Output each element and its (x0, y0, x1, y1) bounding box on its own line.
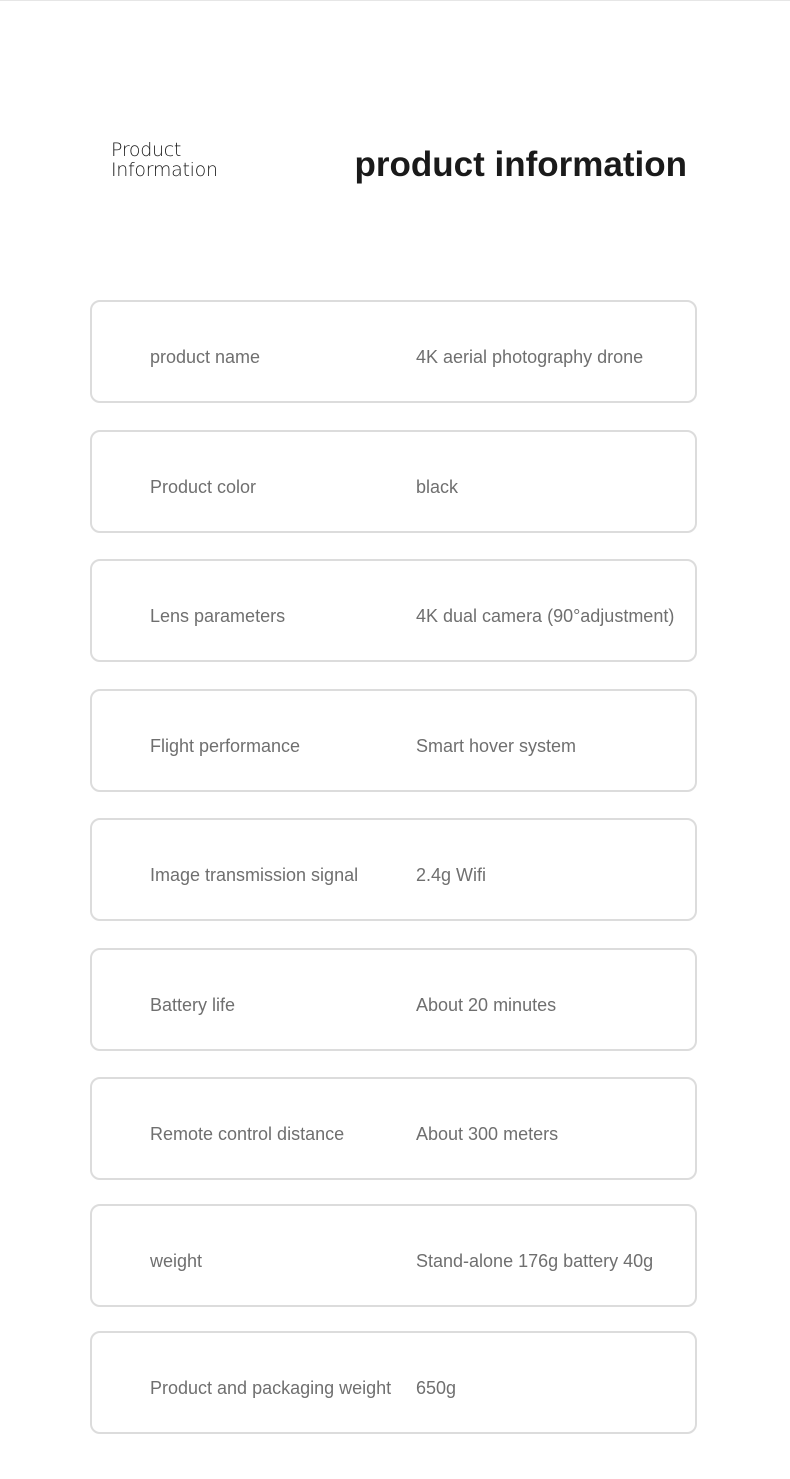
spec-value: About 300 meters (416, 1124, 559, 1144)
spec-row-packaging-weight (90, 1331, 697, 1434)
spec-row-lens-parameters (90, 559, 697, 662)
spec-label: Lens parameters (150, 606, 286, 626)
spec-label: Flight performance (150, 736, 301, 756)
spec-value: 650g (416, 1378, 457, 1398)
top-divider (0, 0, 790, 1)
spec-label: Product and packaging weight (150, 1378, 392, 1398)
spec-label: weight (150, 1251, 203, 1271)
spec-row-image-transmission (90, 818, 697, 921)
spec-row-product-name (90, 300, 697, 403)
spec-label: Battery life (150, 995, 236, 1015)
spec-value: Stand-alone 176g battery 40g (416, 1251, 654, 1271)
spec-value: Smart hover system (416, 736, 577, 756)
spec-label: Remote control distance (150, 1124, 345, 1144)
spec-row-battery-life (90, 948, 697, 1051)
spec-label: Product color (150, 477, 257, 497)
spec-label: Image transmission signal (150, 865, 359, 885)
section-label (111, 140, 271, 180)
spec-row-weight (90, 1204, 697, 1307)
spec-label: product name (150, 347, 261, 367)
spec-row-flight-performance (90, 689, 697, 792)
spec-row-product-color (90, 430, 697, 533)
spec-value: 4K dual camera (90°adjustment) (416, 606, 675, 626)
spec-value: black (416, 477, 459, 497)
page-title: product information (354, 145, 687, 184)
spec-value: About 20 minutes (416, 995, 557, 1015)
spec-value: 2.4g Wifi (416, 865, 487, 885)
spec-value: 4K aerial photography drone (416, 347, 644, 367)
section-label-line1: Product (111, 139, 182, 161)
spec-row-remote-distance (90, 1077, 697, 1180)
section-label-line2: Information (111, 159, 218, 181)
